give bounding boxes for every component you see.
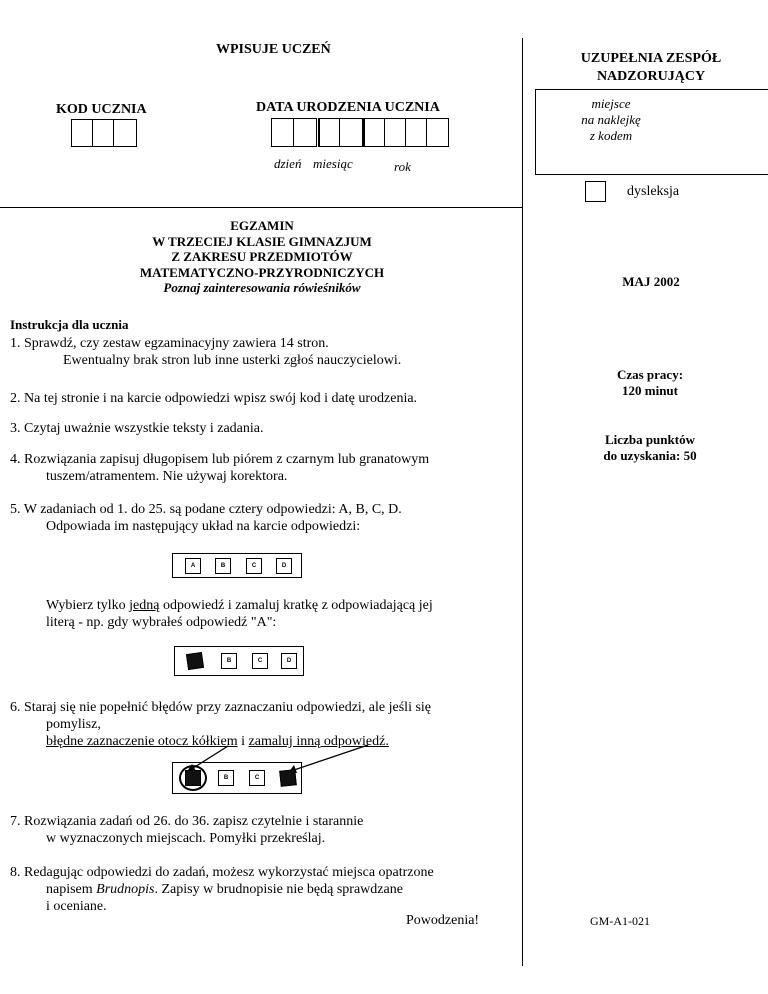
instruction-line: i oceniane.: [46, 899, 107, 914]
vertical-divider: [522, 38, 523, 966]
code-box[interactable]: [71, 119, 93, 147]
points-info: [560, 432, 740, 464]
dyslexia-label: dysleksja: [627, 184, 680, 199]
points-line: do uzyskania: 50: [603, 448, 697, 463]
month-box[interactable]: [318, 118, 340, 147]
session-label: MAJ 2002: [622, 274, 680, 289]
student-code-label: KOD UCZNIA: [56, 102, 147, 117]
instruction-line: pomylisz,: [46, 717, 101, 732]
instruction-line: 8. Redagując odpowiedzi do zadań, możesz wykorzystać miejsca opatrzone: [10, 865, 434, 880]
answer-filled-example: [174, 646, 304, 676]
horizontal-divider: [0, 207, 522, 208]
title-line: MATEMATYCZNO-PRZYRODNICZYCH: [139, 264, 385, 280]
answer-box-b: B: [218, 770, 234, 786]
month-label: miesiąc: [313, 156, 353, 171]
instruction-8: [10, 864, 434, 915]
day-label: dzień: [274, 156, 302, 171]
time-line: Czas pracy:: [616, 367, 684, 382]
instruction-3: 3. Czytaj uważnie wszystkie teksty i zadania.: [10, 421, 264, 436]
sticker-line: miejsce: [591, 96, 631, 111]
answer-box-d: D: [276, 558, 292, 574]
day-box[interactable]: [271, 118, 294, 147]
code-box[interactable]: [113, 119, 137, 147]
answer-box-a-filled: [186, 652, 204, 670]
instruction-line: napisem Brudnopis. Zapisy w brudnopisie nie będą sprawdzane: [46, 882, 403, 897]
answer-correction-example: [172, 762, 302, 794]
instruction-2: 2. Na tej stronie i na karcie odpowiedzi wpisz swój kod i datę urodzenia.: [10, 391, 418, 406]
instruction-line: błędne zaznaczenie otocz kółkiem i zamaluj inną odpowiedź.: [46, 734, 389, 749]
answer-box-c: C: [246, 558, 262, 574]
instruction-5-continued: [46, 597, 433, 631]
answer-box-b: B: [221, 653, 237, 669]
title-line: Z ZAKRESU PRZEDMIOTÓW: [171, 249, 353, 264]
instruction-line: 5. W zadaniach od 1. do 25. są podane cztery odpowiedzi: A, B, C, D.: [10, 502, 402, 517]
answer-box-a-crossed: [185, 770, 201, 786]
answer-box-a: A: [185, 558, 201, 574]
team-fills-heading: [534, 50, 768, 86]
instructions-heading: Instrukcja dla ucznia: [10, 317, 129, 332]
instruction-line: 4. Rozwiązania zapisuj długopisem lub piórem z czarnym lub granatowym: [10, 452, 430, 467]
answer-box-d-filled: [279, 769, 297, 787]
good-luck: Powodzenia!: [406, 913, 480, 928]
arrow-right: [294, 745, 368, 770]
birth-date-label: DATA URODZENIA UCZNIA: [256, 100, 440, 115]
title-line: EGZAMIN: [230, 218, 294, 233]
instruction-line: Wybierz tylko jedną odpowiedź i zamaluj kratkę z odpowiadającą jej: [46, 598, 433, 613]
instruction-line: w wyznaczonych miejscach. Pomyłki przekreślaj.: [46, 831, 326, 846]
year-box[interactable]: [426, 118, 449, 147]
points-line: Liczba punktów: [605, 432, 695, 447]
sticker-text: [536, 96, 686, 144]
instruction-1: [10, 335, 401, 369]
answer-box-c: C: [252, 653, 268, 669]
instruction-line: Ewentualny brak stron lub inne usterki zgłoś nauczycielowi.: [63, 353, 402, 368]
student-fills-heading: WPISUJE UCZEŃ: [216, 42, 331, 57]
instruction-line: 6. Staraj się nie popełnić błędów przy zaznaczaniu odpowiedzi, ale jeśli się: [10, 700, 432, 715]
time-line: 120 minut: [622, 383, 678, 398]
dyslexia-checkbox[interactable]: [585, 181, 606, 202]
answer-box-d: D: [281, 653, 297, 669]
year-box[interactable]: [384, 118, 406, 147]
title-line: W TRZECIEJ KLASIE GIMNAZJUM: [152, 233, 372, 249]
year-box[interactable]: [405, 118, 427, 147]
instruction-line: Odpowiada im następujący układ na karcie odpowiedzi:: [46, 519, 361, 534]
year-box[interactable]: [363, 118, 385, 147]
instruction-line: 7. Rozwiązania zadań od 26. do 36. zapisz czytelnie i starannie: [10, 814, 364, 829]
answer-box-b: B: [215, 558, 231, 574]
exam-title: [100, 218, 424, 296]
instruction-4: [10, 451, 429, 485]
sticker-area: [535, 89, 768, 175]
instruction-5: [10, 501, 402, 535]
instruction-7: [10, 813, 363, 847]
instruction-line: literą - np. gdy wybrałeś odpowiedź "A":: [46, 615, 277, 630]
instruction-line: 1. Sprawdź, czy zestaw egzaminacyjny zawiera 14 stron.: [10, 336, 329, 351]
sticker-line: z kodem: [589, 128, 633, 143]
day-box[interactable]: [293, 118, 317, 147]
month-box[interactable]: [339, 118, 363, 147]
exam-code: GM-A1-021: [590, 914, 650, 928]
team-fills-text: UZUPEŁNIA ZESPÓŁ NADZORUJĄCY: [580, 51, 722, 84]
answer-layout-example: [172, 553, 302, 578]
time-info: [560, 367, 740, 399]
sticker-line: na naklejkę: [581, 112, 641, 127]
code-box[interactable]: [92, 119, 114, 147]
instruction-line: tuszem/atramentem. Nie używaj korektora.: [46, 469, 288, 484]
year-label: rok: [394, 159, 411, 174]
exam-subtitle: Poznaj zainteresowania rówieśników: [163, 280, 361, 295]
answer-box-c: C: [249, 770, 265, 786]
